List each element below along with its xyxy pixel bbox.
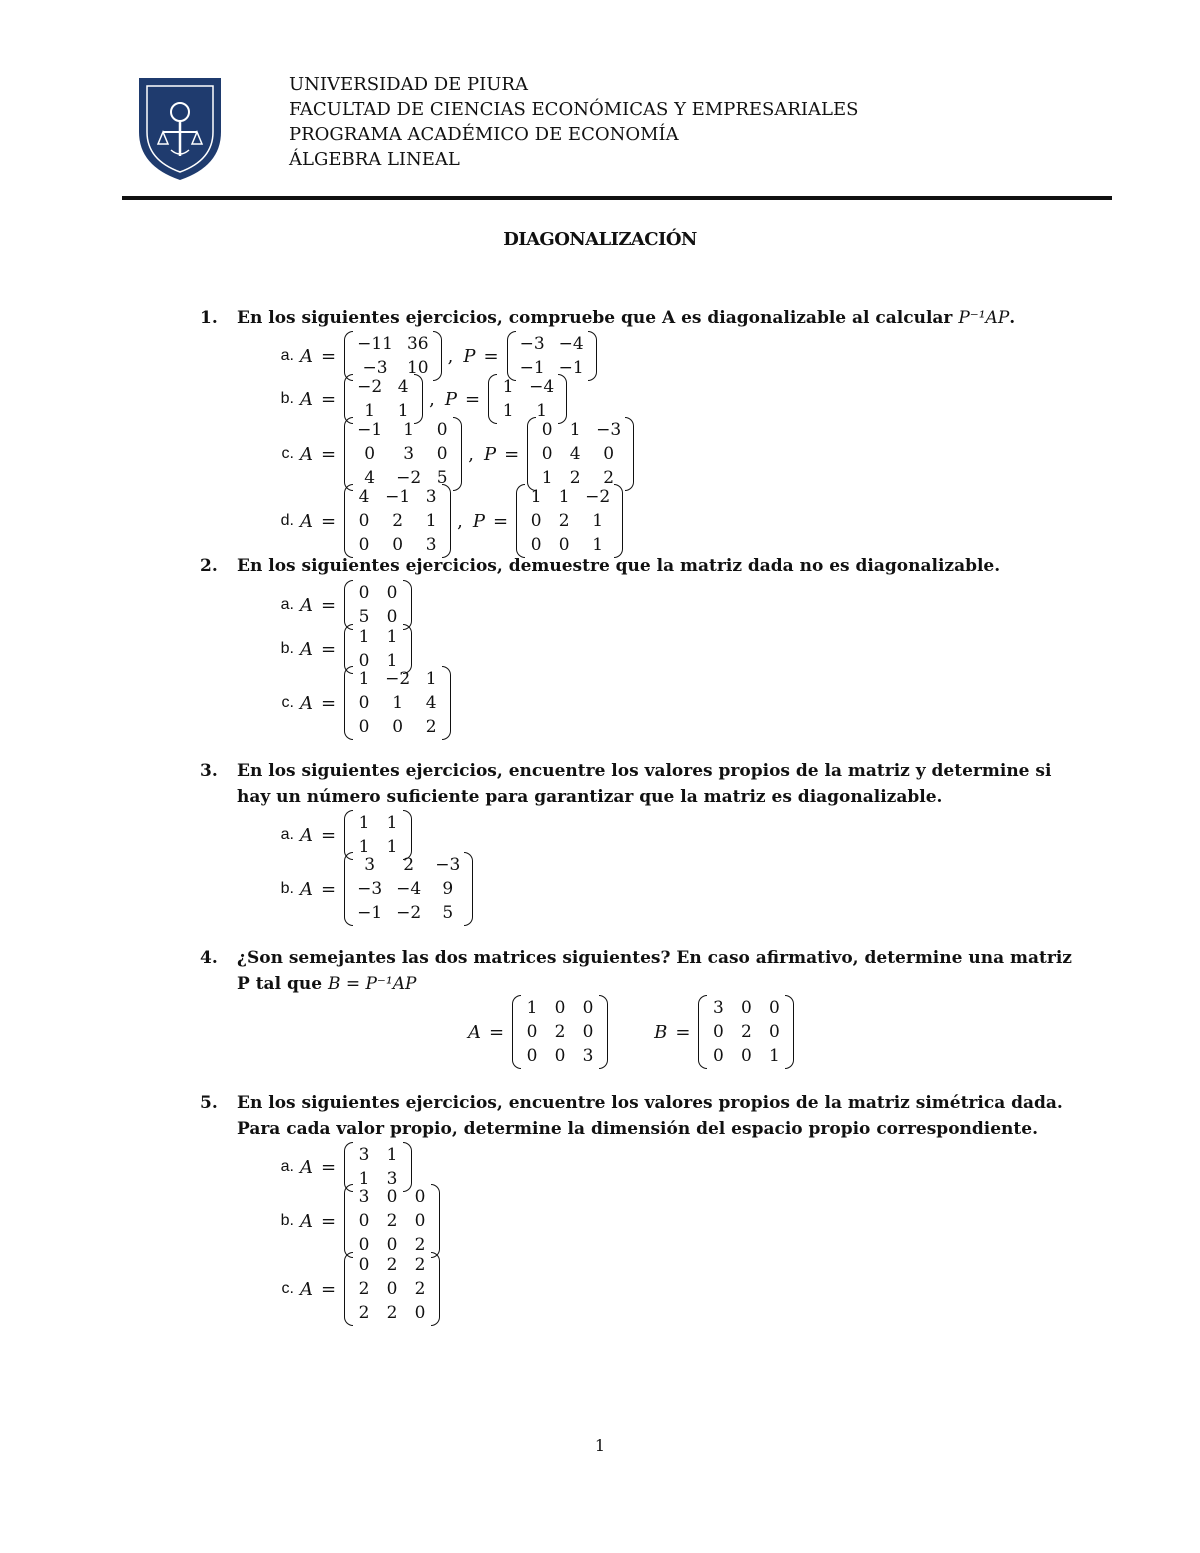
matrix-entry: 0 xyxy=(392,717,404,737)
matrix-entry: 1 xyxy=(358,837,370,857)
matrix-grid xyxy=(353,580,403,630)
matrix-entry: 2 xyxy=(392,511,404,531)
faculty-name: FACULTAD DE CIENCIAS ECONÓMICAS Y EMPRESARIALES xyxy=(289,99,859,120)
matrix-entry: 1 xyxy=(541,468,553,488)
matrix-entry: 0 xyxy=(358,1211,370,1231)
equation-p xyxy=(473,484,623,558)
matrix-entry: 0 xyxy=(358,1255,370,1275)
equals-sign: = xyxy=(321,1156,337,1178)
matrix-entry: 1 xyxy=(364,401,376,421)
left-parenthesis xyxy=(344,852,353,926)
exercise-item xyxy=(240,666,461,740)
exercise-item xyxy=(240,1184,450,1258)
comma: , xyxy=(447,345,454,367)
matrix-entry: 0 xyxy=(741,1046,752,1066)
course-name: ÁLGEBRA LINEAL xyxy=(289,149,460,170)
matrix-entry: 2 xyxy=(603,468,615,488)
matrix-entry: 5 xyxy=(436,468,448,488)
matrix-entry: 2 xyxy=(386,1255,398,1275)
variable-a: A xyxy=(468,1021,481,1043)
variable-a: A xyxy=(300,388,313,410)
variable-a: A xyxy=(300,345,313,367)
question-3 xyxy=(200,758,1051,810)
matrix-entry: 2 xyxy=(414,1255,426,1275)
variable-a: A xyxy=(300,824,313,846)
matrix-entry: 1 xyxy=(592,511,604,531)
right-parenthesis xyxy=(453,417,462,491)
variable-a: A xyxy=(300,510,313,532)
question-number: 3. xyxy=(200,761,218,781)
matrix-entry: 0 xyxy=(358,583,370,603)
equals-sign: = xyxy=(675,1021,691,1043)
matrix-entry: 0 xyxy=(386,583,398,603)
matrix-grid xyxy=(521,995,599,1069)
matrix-entry: 2 xyxy=(414,1279,426,1299)
equals-sign: = xyxy=(321,1210,337,1232)
matrix-entry: 0 xyxy=(358,693,370,713)
question-number: 4. xyxy=(200,948,218,968)
matrix-entry: 0 xyxy=(541,444,553,464)
equals-sign: = xyxy=(321,824,337,846)
equals-sign: = xyxy=(489,1021,505,1043)
matrix-a xyxy=(344,1184,440,1258)
exercise-item xyxy=(240,1252,450,1326)
matrix-entry: 1 xyxy=(397,401,409,421)
matrix-entry: 2 xyxy=(414,1235,426,1255)
matrix-entry: 0 xyxy=(769,998,780,1018)
left-parenthesis xyxy=(344,1184,353,1258)
matrix-entry: 2 xyxy=(358,1279,370,1299)
equation-a xyxy=(300,417,462,491)
period: . xyxy=(1009,308,1016,328)
matrix-entry: 0 xyxy=(530,535,542,555)
left-parenthesis xyxy=(512,995,521,1069)
right-parenthesis xyxy=(588,331,597,381)
equals-sign: = xyxy=(504,443,520,465)
variable-a: A xyxy=(300,878,313,900)
matrix-entry: 2 xyxy=(554,1022,566,1042)
matrix-a xyxy=(344,484,451,558)
right-parenthesis xyxy=(625,417,634,491)
matrix-grid xyxy=(353,484,442,558)
matrix-entry: 4 xyxy=(569,444,581,464)
left-parenthesis xyxy=(344,1252,353,1326)
comma: , xyxy=(457,510,463,532)
matrix-a xyxy=(344,1252,440,1326)
matrix-entry: 0 xyxy=(414,1187,426,1207)
matrix-entry: 1 xyxy=(358,813,370,833)
matrix-grid xyxy=(536,417,625,491)
right-parenthesis xyxy=(599,995,608,1069)
equation-a xyxy=(300,484,451,558)
matrix-entry: 3 xyxy=(425,487,437,507)
matrix-grid xyxy=(353,1252,431,1326)
variable-p: P xyxy=(444,388,458,410)
matrix-entry: 3 xyxy=(386,1169,398,1189)
matrix-entry: 3 xyxy=(358,1187,370,1207)
matrix-entry: 1 xyxy=(425,669,437,689)
equation-a xyxy=(300,1184,440,1258)
matrix-entry: 1 xyxy=(386,627,398,647)
item-label: b. xyxy=(280,390,294,407)
matrix-grid xyxy=(353,852,464,926)
matrix-entry: 0 xyxy=(392,535,404,555)
matrix-entry: 2 xyxy=(358,1303,370,1323)
matrix-entry: 1 xyxy=(569,420,581,440)
matrix-entry: 2 xyxy=(386,1303,398,1323)
matrix-entry: 2 xyxy=(425,717,437,737)
matrix-entry: 0 xyxy=(436,420,448,440)
equals-sign: = xyxy=(493,510,509,532)
equals-sign: = xyxy=(483,345,499,367)
matrix-entry: −2 xyxy=(385,669,411,689)
matrix-entry: 0 xyxy=(526,1046,538,1066)
equation-a xyxy=(300,580,412,630)
variable-p: P xyxy=(472,510,486,532)
question-5 xyxy=(200,1090,1063,1142)
left-parenthesis xyxy=(516,484,525,558)
matrix-entry: 1 xyxy=(386,837,398,857)
matrix-entry: −1 xyxy=(385,487,411,507)
matrix-entry: 4 xyxy=(425,693,437,713)
matrix-entry: 0 xyxy=(713,1022,724,1042)
left-parenthesis xyxy=(344,484,353,558)
equals-sign: = xyxy=(321,345,337,367)
equals-sign: = xyxy=(321,638,337,660)
matrix-entry: 5 xyxy=(442,903,454,923)
matrix-entry: 5 xyxy=(358,607,370,627)
comma: , xyxy=(429,388,435,410)
matrix-entry: 0 xyxy=(558,535,570,555)
matrix-entry: 36 xyxy=(406,334,429,354)
matrix-entry: 0 xyxy=(358,651,370,671)
matrix-entry: 2 xyxy=(403,855,415,875)
item-label: c. xyxy=(281,694,294,711)
matrix-entry: 3 xyxy=(358,1145,370,1165)
matrix-entry: 9 xyxy=(442,879,454,899)
matrix-entry: −2 xyxy=(396,468,422,488)
right-parenthesis xyxy=(431,1184,440,1258)
matrix-entry: 3 xyxy=(713,998,724,1018)
left-parenthesis xyxy=(527,417,536,491)
left-parenthesis xyxy=(344,417,353,491)
right-parenthesis xyxy=(464,852,473,926)
matrix-entry: 3 xyxy=(582,1046,594,1066)
matrix-entry: 0 xyxy=(582,998,594,1018)
matrix-entry: 1 xyxy=(386,813,398,833)
formula: B = P⁻¹AP xyxy=(327,974,417,994)
question-number: 2. xyxy=(200,556,218,576)
matrix-entry: 1 xyxy=(530,487,542,507)
equation-a xyxy=(300,666,451,740)
page-number: 1 xyxy=(594,1436,606,1455)
header-divider xyxy=(122,196,1112,200)
matrix-entry: 0 xyxy=(386,1235,398,1255)
university-name: UNIVERSIDAD DE PIURA xyxy=(289,74,528,95)
question-number: 5. xyxy=(200,1093,218,1113)
matrix-entry: 0 xyxy=(554,1046,566,1066)
matrix-a xyxy=(344,580,412,630)
page-title: DIAGONALIZACIÓN xyxy=(503,229,697,250)
question-text-line2: Para cada valor propio, determine la dimensión del espacio propio correspondiente. xyxy=(237,1119,1039,1139)
matrix-entry: 0 xyxy=(358,1235,370,1255)
item-label: c. xyxy=(281,445,294,462)
matrix-entry: 0 xyxy=(603,444,615,464)
matrix-entry: 0 xyxy=(386,1187,398,1207)
matrix-entry: −4 xyxy=(529,377,555,397)
matrix-entry: 0 xyxy=(358,511,370,531)
matrix-entry: 1 xyxy=(403,420,415,440)
equals-sign: = xyxy=(321,443,337,465)
exercise-item xyxy=(240,484,633,558)
item-label: a. xyxy=(280,1158,294,1175)
matrix-entry: −1 xyxy=(357,420,383,440)
matrix-entry: 0 xyxy=(364,444,376,464)
equation-a xyxy=(300,1252,440,1326)
matrix-entry: 4 xyxy=(397,377,409,397)
university-seal-logo xyxy=(135,74,225,182)
matrix-entry: 1 xyxy=(769,1046,780,1066)
matrix-entry: 0 xyxy=(769,1022,780,1042)
exercise-item xyxy=(240,852,483,926)
matrix-b xyxy=(698,995,794,1069)
variable-a: A xyxy=(300,443,313,465)
matrix-grid xyxy=(353,666,442,740)
item-label: a. xyxy=(280,596,294,613)
item-label: b. xyxy=(280,640,294,657)
equation-a xyxy=(468,995,608,1069)
matrix-entry: 1 xyxy=(526,998,538,1018)
question-text-line1: En los siguientes ejercicios, encuentre los valores propios de la matriz y determine si xyxy=(237,761,1052,781)
matrix-entry: −3 xyxy=(362,358,388,378)
matrix-entry: 0 xyxy=(741,998,752,1018)
matrix-entry: 0 xyxy=(582,1022,594,1042)
matrix-grid xyxy=(707,995,785,1069)
variable-a: A xyxy=(300,1210,313,1232)
matrix-entry: 0 xyxy=(526,1022,538,1042)
matrix-entry: 1 xyxy=(502,401,514,421)
variable-a: A xyxy=(300,638,313,660)
matrix-entry: 0 xyxy=(530,511,542,531)
matrix-entry: 1 xyxy=(502,377,514,397)
question-4 xyxy=(200,945,1072,997)
matrix-a xyxy=(344,852,473,926)
question-text-line1: ¿Son semejantes las dos matrices siguientes? En caso afirmativo, determine una matriz xyxy=(237,948,1072,968)
right-parenthesis xyxy=(442,666,451,740)
item-label: b. xyxy=(280,880,294,897)
matrix-entry: 0 xyxy=(386,607,398,627)
right-parenthesis xyxy=(785,995,794,1069)
equals-sign: = xyxy=(321,510,337,532)
matrix-p xyxy=(516,484,623,558)
matrix-entry: 1 xyxy=(425,511,437,531)
matrix-entry: 0 xyxy=(414,1211,426,1231)
variable-a: A xyxy=(300,594,313,616)
equals-sign: = xyxy=(321,1278,337,1300)
header xyxy=(289,72,858,172)
matrix-entry: 3 xyxy=(403,444,415,464)
item-label: d. xyxy=(280,512,294,529)
matrix-entry: 1 xyxy=(592,535,604,555)
variable-a: A xyxy=(300,1156,313,1178)
matrix-entry: 3 xyxy=(425,535,437,555)
formula: P⁻¹AP xyxy=(958,308,1010,328)
equation-b xyxy=(654,995,794,1069)
exercise-item xyxy=(240,417,644,491)
question-text-line2: P tal que xyxy=(237,974,328,994)
matrix-entry: 2 xyxy=(569,468,581,488)
matrix-entry: −3 xyxy=(357,879,383,899)
matrix-entry: 1 xyxy=(558,487,570,507)
matrix-entry: −1 xyxy=(558,358,584,378)
comma: , xyxy=(468,443,474,465)
matrix-a xyxy=(344,417,462,491)
exercise-item xyxy=(240,580,422,630)
item-label: c. xyxy=(281,1280,294,1297)
variable-a: A xyxy=(300,1278,313,1300)
matrix-entry: 2 xyxy=(386,1211,398,1231)
matrix-entry: 1 xyxy=(386,1145,398,1165)
question-text-line1: En los siguientes ejercicios, encuentre los valores propios de la matriz simétrica dada. xyxy=(237,1093,1063,1113)
matrix-entry: 0 xyxy=(554,998,566,1018)
left-parenthesis xyxy=(344,666,353,740)
item-label: a. xyxy=(280,826,294,843)
right-parenthesis xyxy=(614,484,623,558)
program-name: PROGRAMA ACADÉMICO DE ECONOMÍA xyxy=(289,124,679,145)
matrix-entry: 0 xyxy=(414,1303,426,1323)
matrix-entry: −4 xyxy=(558,334,584,354)
matrix-entry: −1 xyxy=(357,903,383,923)
matrix-a xyxy=(344,666,451,740)
matrix-entry: 1 xyxy=(358,669,370,689)
equation-a xyxy=(300,852,473,926)
matrix-grid xyxy=(353,417,453,491)
matrix-entry: −3 xyxy=(519,334,545,354)
equals-sign: = xyxy=(321,692,337,714)
question-text: En los siguientes ejercicios, compruebe que A es diagonalizable al calcular xyxy=(237,308,959,328)
similarity-matrices xyxy=(468,995,804,1069)
item-label: b. xyxy=(280,1212,294,1229)
matrix-entry: 0 xyxy=(541,420,553,440)
matrix-entry: 0 xyxy=(358,535,370,555)
matrix-entry: 4 xyxy=(364,468,376,488)
equals-sign: = xyxy=(321,594,337,616)
variable-p: P xyxy=(463,345,476,367)
left-parenthesis xyxy=(698,995,707,1069)
matrix-entry: −3 xyxy=(596,420,622,440)
matrix-grid xyxy=(353,1184,431,1258)
matrix-entry: 3 xyxy=(364,855,376,875)
matrix-entry: 0 xyxy=(436,444,448,464)
matrix-entry: 1 xyxy=(392,693,404,713)
matrix-entry: 0 xyxy=(713,1046,724,1066)
variable-a: A xyxy=(300,692,313,714)
matrix-entry: 2 xyxy=(741,1022,752,1042)
item-label: a. xyxy=(280,347,294,364)
matrix-entry: 4 xyxy=(358,487,370,507)
matrix-entry: −2 xyxy=(585,487,611,507)
equals-sign: = xyxy=(465,388,481,410)
matrix-a xyxy=(512,995,608,1069)
matrix-entry: 1 xyxy=(386,651,398,671)
matrix-entry: 1 xyxy=(358,627,370,647)
matrix-entry: 10 xyxy=(406,358,429,378)
right-parenthesis xyxy=(431,1252,440,1326)
question-1 xyxy=(200,305,1015,331)
right-parenthesis xyxy=(442,484,451,558)
matrix-entry: 1 xyxy=(536,401,548,421)
matrix-p xyxy=(527,417,634,491)
matrix-entry: 2 xyxy=(558,511,570,531)
variable-p: P xyxy=(483,443,497,465)
equals-sign: = xyxy=(321,878,337,900)
equation-p xyxy=(484,417,634,491)
question-text-line2: hay un número suficiente para garantizar que la matriz es diagonalizable. xyxy=(237,787,943,807)
equals-sign: = xyxy=(321,388,337,410)
variable-b: B xyxy=(654,1021,668,1043)
matrix-entry: −2 xyxy=(396,903,422,923)
matrix-entry: −4 xyxy=(396,879,422,899)
matrix-grid xyxy=(525,484,614,558)
question-number: 1. xyxy=(200,308,218,328)
matrix-entry: 0 xyxy=(386,1279,398,1299)
matrix-entry: −1 xyxy=(519,358,545,378)
left-parenthesis xyxy=(344,580,353,630)
question-text: En los siguientes ejercicios, demuestre que la matriz dada no es diagonalizable. xyxy=(237,556,1001,576)
right-parenthesis xyxy=(403,580,412,630)
matrix-entry: 0 xyxy=(358,717,370,737)
matrix-entry: −3 xyxy=(435,855,461,875)
matrix-entry: −11 xyxy=(357,334,393,354)
matrix-entry: 1 xyxy=(358,1169,370,1189)
matrix-entry: −2 xyxy=(357,377,383,397)
